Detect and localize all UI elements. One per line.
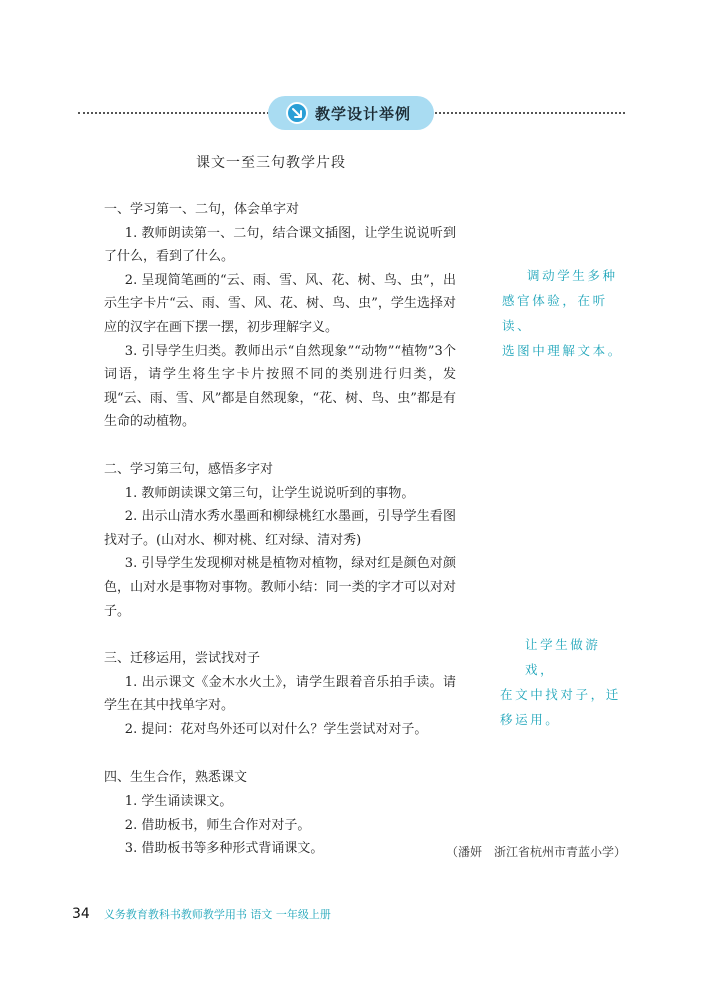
- margin-note-line: 让学生做游戏，: [525, 637, 601, 677]
- book-title: 义务教育教科书教师教学用书 语文 一年级上册: [103, 908, 331, 921]
- lesson-title: 课文一至三句教学片段: [196, 155, 346, 171]
- down-arrow-circle-icon: [286, 102, 308, 124]
- author-attribution: （潘妍 浙江省杭州市青蓝小学）: [446, 845, 627, 859]
- paragraph: 2. 出示山清水秀水墨画和柳绿桃红水墨画，引导学生看图找对子。(山对水、柳对桃、红对绿、清对秀): [104, 509, 456, 548]
- paragraph: 3. 引导学生发现柳对桃是植物对植物，绿对红是颜色对颜色，山对水是事物对事物。教师小结：同一类的字才可以对对子。: [104, 556, 456, 619]
- section-heading: 一、学习第一、二句，体会单字对: [104, 202, 300, 217]
- paragraph: 1. 出示课文《金木水火土》，请学生跟着音乐拍手读。请学生在其中找单字对。: [104, 674, 456, 714]
- margin-note: [502, 263, 632, 363]
- margin-note-line: 移运用。: [500, 712, 561, 727]
- paragraph: 2. 借助板书，师生合作对对子。: [124, 817, 311, 833]
- paragraph: 1. 学生诵读课文。: [124, 794, 233, 810]
- section-heading: 三、迁移运用，尝试找对子: [104, 651, 261, 667]
- paragraph: 3. 引导学生归类。教师出示“自然现象”“动物”“植物”3个词语，请学生将生字卡片按照不同的类别进行归类，发现“云、雨、雪、风”都是自然现象，“花、树、鸟、虫”都是有生命的动植物。: [104, 343, 456, 430]
- paragraph: 1. 教师朗读第一、二句，结合课文插图，让学生说说听到了什么，看到了什么。: [104, 225, 456, 265]
- section-badge: [268, 96, 434, 130]
- margin-note-line: 调动学生多种: [527, 268, 618, 283]
- margin-note-line: 感官体验，在听读、: [502, 293, 608, 333]
- main-content: [104, 198, 456, 861]
- section-badge-label: 教学设计举例: [315, 104, 412, 123]
- margin-note-line: 选图中理解文本。: [502, 343, 623, 358]
- paragraph: 3. 借助板书等多种形式背诵课文。: [124, 841, 324, 857]
- header-divider-left: [78, 112, 273, 114]
- page-number: 34: [72, 906, 90, 922]
- section-heading: 二、学习第三句，感悟多字对: [104, 461, 274, 477]
- header-divider-right: [428, 112, 625, 114]
- margin-note-line: 在文中找对子，迁: [500, 687, 621, 702]
- margin-note: [500, 632, 630, 732]
- paragraph: 2. 提问：花对鸟外还可以对什么？学生尝试对对子。: [124, 721, 428, 737]
- paragraph: 2. 呈现简笔画的“云、雨、雪、风、花、树、鸟、虫”，出示生字卡片“云、雨、雪、风、花、树、鸟、虫”，学生选择对应的汉字在画下摆一摆，初步理解字义。: [104, 272, 456, 335]
- section-heading: 四、生生合作，熟悉课文: [104, 770, 248, 786]
- paragraph: 1. 教师朗读课文第三句，让学生说说听到的事物。: [124, 485, 415, 501]
- page-footer: [72, 906, 331, 922]
